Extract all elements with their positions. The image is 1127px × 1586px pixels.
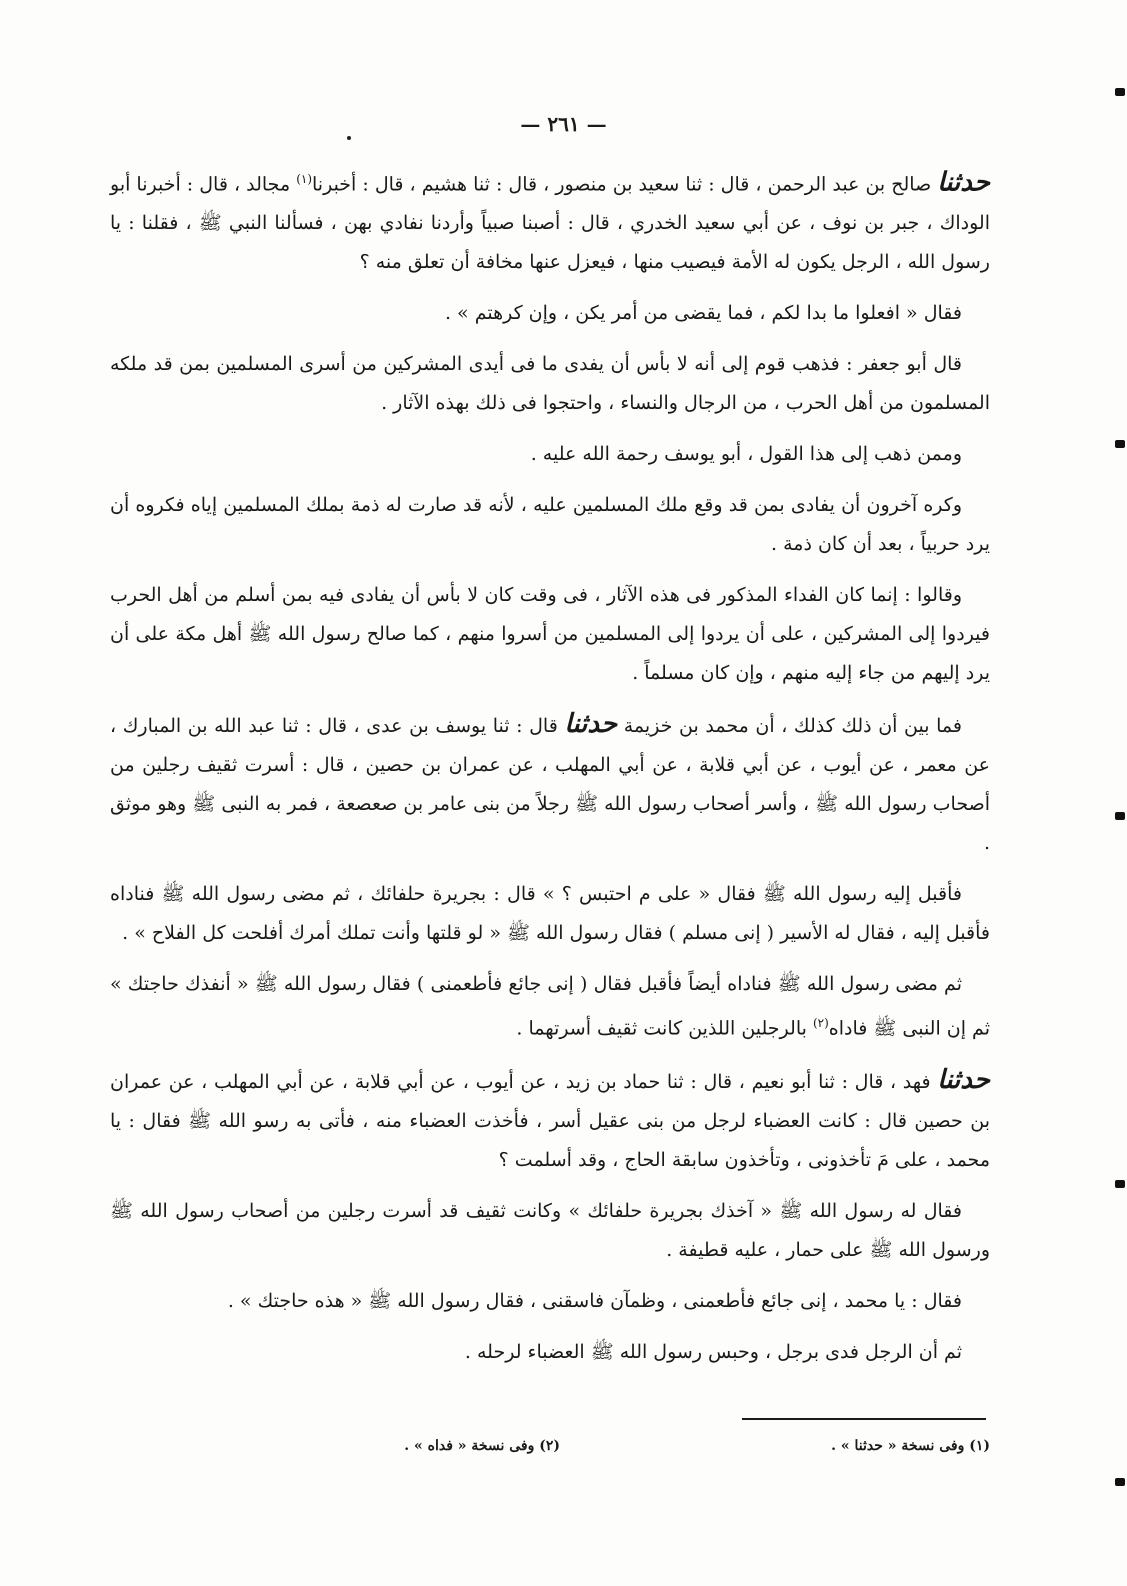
footnote-divider [742, 1418, 986, 1420]
paragraph-text: مجالد ، قال : أخبرنا أبو الوداك ، جبر بن نوف ، عن أبي سعيد الخدري ، قال : أصبنا صبياً وأردنا نفادي بهن ، فسألنا النبي ﷺ ، فقلنا : يا رسول الله ، الرجل يكون له الأمة فيصيب منها ، فيعزل عنها مخافة أن تعلق منه ؟ [110, 173, 990, 274]
paragraph-13: ثم أن الرجل فدى برجل ، وحبس رسول الله ﷺ العضباء لرحله . [464, 1340, 962, 1363]
paragraph-9 [110, 965, 990, 1048]
paragraph-2: فقال « افعلوا ما بدا لكم ، فما يقضى من أمر يكن ، وإن كرهتم » . [444, 302, 962, 325]
paragraph-8: فأقبل إليه رسول الله ﷺ فقال « على م احتبس ؟ » قال : بجريرة حلفائك ، ثم مضى رسول الله ﷺ فناداه فأقبل إليه ، فقال له الأسير ( إنى مسلم ) فقال رسول الله ﷺ « لو قلتها وأنت تملك أمرك أفلحت كل الفلاح » . [110, 883, 990, 945]
footnote-1: (١) وفى نسخة « حدثنا » . [831, 1438, 990, 1454]
footnote-ref-2: (٢) [812, 1016, 829, 1031]
print-speck [347, 136, 351, 140]
paragraph-3: قال أبو جعفر : فذهب قوم إلى أنه لا بأس أن يفدى ما فى أيدى المشركين من أسرى المسلمين بمن قد ملكه المسلمون من أهل الحرب ، من الرجال والنساء ، واحتجوا فى ذلك بهذه الآثار . [110, 353, 990, 415]
paragraph-text: فهد ، قال : ثنا أبو نعيم ، قال : ثنا حماد بن زيد ، عن أيوب ، عن أبي قلابة ، عن أبي المهلب ، عن عمران بن حصين قال : كانت العضباء لرجل من بنى عقيل أسر ، فأخذت العضباء منه ، فأتى به رسو الله ﷺ فقال : يا محمد ، على مَ تأخذونى ، وتأخذون سابقة الحاج ، وقد أسلمت ؟ [110, 1070, 990, 1171]
paragraph-text: صالح بن عبد الرحمن ، قال : ثنا سعيد بن منصور ، قال : ثنا هشيم ، قال : أخبرنا [312, 173, 938, 196]
binding-mark [1115, 812, 1125, 820]
paragraph-6: وقالوا : إنما كان الفداء المذكور فى هذه الآثار ، فى وقت كان لا بأس أن يفادى فيه بمن أسلم من أهل الحرب فيردوا إلى المشركين ، على أن يردوا إلى المسلمين من أسروا منهم ، كما صالح رسول الله ﷺ أهل مكة على أن يرد إليهم من جاء إليه منهم ، وإن كان مسلماً . [110, 584, 990, 685]
haddathana-heading: حدثنا [937, 1064, 990, 1095]
haddathana-heading: حدثنا [564, 709, 618, 740]
paragraph-text: فما بين أن ذلك كذلك ، أن محمد بن خزيمة [617, 715, 962, 738]
paragraph-11: فقال له رسول الله ﷺ « آخذك بجريرة حلفائك » وكانت ثقيف قد أسرت رجلين من أصحاب رسول الله ﷺ ورسول الله ﷺ على حمار ، عليه قطيفة . [110, 1199, 990, 1261]
paragraph-7 [110, 705, 990, 863]
footnote-2: (٢) وفى نسخة « فداه » . [404, 1438, 560, 1454]
paragraph-4: وممن ذهب إلى هذا القول ، أبو يوسف رحمة الله عليه . [530, 443, 962, 466]
paragraph-text: بالرجلين اللذين كانت ثقيف أسرتهما . [516, 1017, 813, 1040]
haddathana-heading: حدثنا [937, 167, 991, 198]
paragraph-1 [110, 160, 990, 282]
binding-mark [1115, 440, 1125, 448]
main-text [110, 160, 990, 1384]
paragraph-10 [110, 1061, 990, 1180]
binding-mark [1115, 1478, 1125, 1486]
paragraph-5: وكره آخرون أن يفادى بمن قد وقع ملك المسلمين عليه ، لأنه قد صارت له ذمة بملك المسلمين إياه فكروه أن يرد حربياً ، بعد أن كان ذمة . [110, 494, 990, 556]
paragraph-text: ثم مضى رسول الله ﷺ فناداه أيضاً فأقبل فقال ( إنى جائع فأطعمنى ) فقال رسول الله ﷺ « أنفذك حاجتك » ثم إن النبى ﷺ فاداه [110, 973, 990, 1040]
binding-mark [1115, 1180, 1125, 1188]
footnote-ref-1: (١) [296, 172, 313, 186]
binding-mark [1115, 88, 1125, 96]
paragraph-text: قال : ثنا يوسف بن عدى ، قال : ثنا عبد الله بن المبارك ، عن معمر ، عن أيوب ، عن أبي قلابة ، عن أبي المهلب ، عن عمران بن حصين ، قال : أسرت ثقيف رجلين من أصحاب رسول الله ﷺ ، وأسر أصحاب رسول الله ﷺ رجلاً من بنى عامر بن صعصعة ، فمر به النبى ﷺ وهو موثق . [110, 715, 990, 855]
paragraph-12: فقال : يا محمد ، إنى جائع فأطعمنى ، وظمآن فاسقنى ، فقال رسول الله ﷺ « هذه حاجتك » . [227, 1289, 962, 1312]
page-number: — ٢٦١ — [520, 112, 607, 136]
